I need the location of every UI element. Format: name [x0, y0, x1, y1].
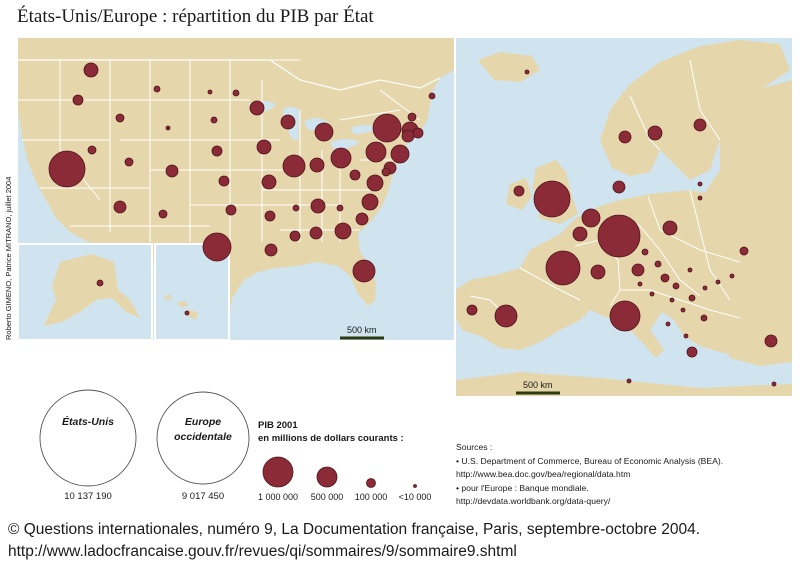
- legend-label-100000: 100 000: [354, 492, 388, 502]
- europe-scale-label: 500 km: [523, 380, 553, 390]
- europe-total-value: 9 017 450: [181, 491, 225, 502]
- us-main-map: [18, 38, 454, 340]
- sources-line-bea: • U.S. Department of Commerce, Bureau of Economic Analysis (BEA).: [456, 455, 724, 466]
- bubble-germany: [598, 215, 640, 257]
- page-title: États-Unis/Europe : répartition du PIB par État: [17, 6, 374, 27]
- bubble-new-york: [373, 114, 401, 142]
- legend-bubbles: [263, 457, 417, 488]
- us-total-label: États-Unis: [62, 416, 114, 428]
- us-total-circle: [40, 390, 136, 486]
- bubble-sweden: [648, 126, 662, 140]
- bubble-ohio: [331, 148, 351, 168]
- europe-map: [456, 38, 792, 396]
- europe-total-label: [163, 415, 243, 445]
- footer: [8, 519, 700, 563]
- legend-title: [258, 419, 404, 445]
- legend-title-line2: en millions de dollars courants :: [258, 433, 404, 444]
- footer-url[interactable]: http://www.ladocfrancaise.gouv.fr/revues/qi/sommaires/9/sommaire9.shtml: [8, 543, 517, 560]
- sources-link-worldbank[interactable]: http://devdata.worldbank.org/data-query/: [456, 496, 611, 506]
- legend-bubble-500000: [317, 467, 337, 487]
- europe-total-label-line2: occidentale: [174, 431, 232, 443]
- bubble-florida: [353, 260, 375, 282]
- us-total-value: 10 137 190: [64, 491, 112, 502]
- legend-label-500000: 500 000: [310, 492, 344, 502]
- bubble-france: [546, 251, 580, 285]
- legend-label-10000: <10 000: [398, 492, 432, 502]
- legend-title-line1: PIB 2001: [258, 420, 298, 431]
- bubble-switzerland: [591, 265, 605, 279]
- bubble-pennsylvania: [366, 142, 386, 162]
- us-scale-label: 500 km: [347, 325, 377, 335]
- bubble-turkey: [765, 335, 777, 347]
- bubble-michigan: [315, 123, 333, 141]
- author-credit: Roberto GIMENO, Patrice MITRANO, juillet 2004: [4, 176, 13, 340]
- bubble-united-kingdom: [534, 181, 570, 217]
- europe-total-label-line1: Europe: [184, 416, 222, 428]
- sources-link-bea[interactable]: http://www.bea.doc.gov/bea/regional/data.htm: [456, 469, 631, 479]
- bubble-texas: [203, 233, 231, 261]
- legend-bubble-1000000: [263, 457, 293, 487]
- sources-heading: Sources :: [456, 442, 493, 452]
- bubble-new-jersey: [391, 145, 409, 163]
- legend-bubble-100000: [367, 479, 376, 488]
- sources-line-worldbank: • pour l'Europe : Banque mondiale.: [456, 482, 589, 493]
- bubble-belgium: [573, 227, 587, 241]
- sources-block: [456, 441, 723, 509]
- bubble-netherlands: [582, 209, 600, 227]
- bubble-california: [49, 151, 85, 187]
- footer-copyright: © Questions internationales, numéro 9, La Documentation française, Paris, septembre-octobre 2004.: [8, 521, 701, 538]
- bubble-italy: [610, 301, 640, 331]
- legend-bubble-10000: [414, 485, 417, 488]
- legend-label-1000000: 1 000 000: [257, 492, 299, 502]
- bubble-illinois: [283, 155, 305, 177]
- bubble-spain: [495, 305, 517, 327]
